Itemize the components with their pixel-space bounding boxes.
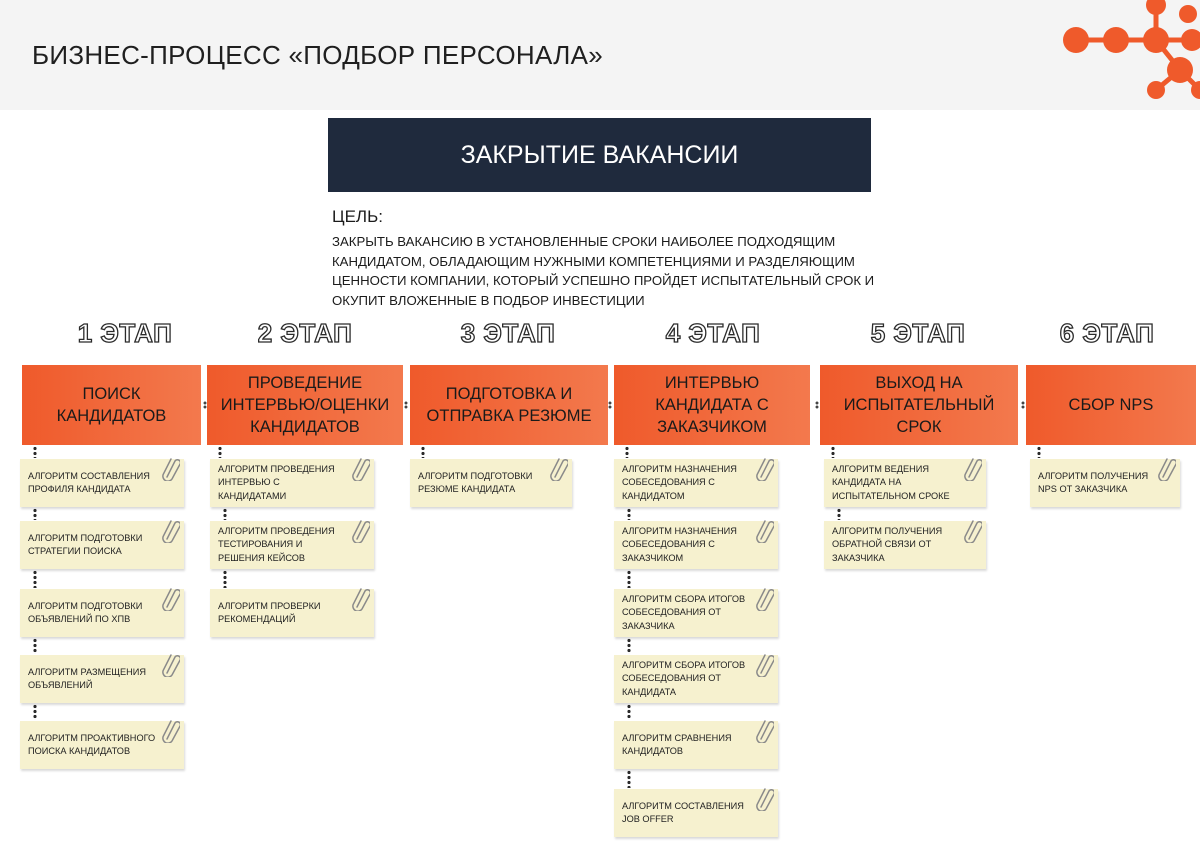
connector-dots (831, 446, 835, 458)
company-logo-icon (1060, 0, 1200, 110)
algorithm-note[interactable] (20, 721, 184, 769)
note-text: АЛГОРИТМ ПРОАКТИВНОГО ПОИСКА КАНДИДАТОВ (28, 732, 156, 756)
connector-dots (33, 446, 37, 458)
note-text: АЛГОРИТМ ПРОВЕРКИ РЕКОМЕНДАЦИЙ (218, 600, 321, 624)
paperclip-icon (756, 457, 774, 481)
algorithm-note[interactable] (20, 655, 184, 703)
note-text: АЛГОРИТМ ПОЛУЧЕНИЯ NPS ОТ ЗАКАЗЧИКА (1038, 470, 1149, 494)
connector-dots (33, 638, 37, 654)
algorithm-note[interactable] (210, 521, 374, 569)
paperclip-icon (352, 587, 370, 611)
vacancy-banner (328, 118, 871, 192)
paperclip-icon (756, 519, 774, 543)
connector-dots (625, 446, 629, 458)
paperclip-icon (756, 787, 774, 811)
note-text: АЛГОРИТМ СОСТАВЛЕНИЯ JOB OFFER (622, 800, 744, 824)
algorithm-note[interactable] (614, 721, 778, 769)
algorithm-note[interactable] (210, 459, 374, 507)
goal-label: ЦЕЛЬ: (332, 207, 383, 226)
connector-dots (218, 446, 222, 458)
connector-dots (837, 508, 841, 520)
note-text: АЛГОРИТМ НАЗНАЧЕНИЯ СОБЕСЕДОВАНИЯ С ЗАКАЗЧИКОМ (622, 525, 737, 563)
stage-title: ПОИСК КАНДИДАТОВ (56, 385, 167, 425)
note-text: АЛГОРИТМ ПРОВЕДЕНИЯ ИНТЕРВЬЮ С КАНДИДАТАМИ (218, 463, 335, 501)
stage-box[interactable] (207, 365, 403, 445)
paperclip-icon (756, 653, 774, 677)
connector-dots (33, 570, 37, 588)
connector-dots (627, 770, 631, 788)
stage-title: ПОДГОТОВКА И ОТПРАВКА РЕЗЮМЕ (426, 385, 592, 425)
note-text: АЛГОРИТМ ПРОВЕДЕНИЯ ТЕСТИРОВАНИЯ И РЕШЕНИЯ КЕЙСОВ (218, 525, 335, 563)
banner-title: ЗАКРЫТИЕ ВАКАНСИИ (460, 140, 739, 169)
paperclip-icon (352, 457, 370, 481)
stage-connector (404, 401, 408, 409)
algorithm-note[interactable] (20, 459, 184, 507)
stage-label: 2 ЭТАП (257, 318, 353, 348)
algorithm-note[interactable] (410, 459, 572, 507)
paperclip-icon (162, 457, 180, 481)
stage-box[interactable] (1026, 365, 1196, 445)
paperclip-icon (162, 719, 180, 743)
stage-box[interactable] (614, 365, 810, 445)
algorithm-note[interactable] (614, 589, 778, 637)
stage-title: СБОР NPS (1068, 396, 1154, 414)
connector-dots (223, 508, 227, 520)
note-text: АЛГОРИТМ СРАВНЕНИЯ КАНДИДАТОВ (622, 732, 732, 756)
paperclip-icon (162, 587, 180, 611)
note-text: АЛГОРИТМ ПОДГОТОВКИ ОБЪЯВЛЕНИЙ ПО ХПВ (28, 600, 143, 624)
algorithm-note[interactable] (1030, 459, 1180, 507)
stage-connector (1021, 401, 1025, 409)
connector-dots (1037, 446, 1041, 458)
stage-connector (815, 401, 819, 409)
algorithm-note[interactable] (20, 589, 184, 637)
note-text: АЛГОРИТМ НАЗНАЧЕНИЯ СОБЕСЕДОВАНИЯ С КАНДИДАТОМ (622, 463, 737, 501)
note-text: АЛГОРИТМ ПОДГОТОВКИ СТРАТЕГИИ ПОИСКА (28, 532, 143, 556)
goal-text: ЗАКРЫТЬ ВАКАНСИЮ В УСТАНОВЛЕННЫЕ СРОКИ НАИБОЛЕЕ ПОДХОДЯЩИМ КАНДИДАТОМ, ОБЛАДАЮЩИМ НУЖНЫМИ КОМПЕТЕНЦИЯМИ И РАЗДЕЛЯЮЩИМ ЦЕННОСТИ КОМПАНИИ, КОТОРЫЙ УСПЕШНО ПРОЙДЕТ ИСПЫТАТЕЛЬНЫЙ СРОК И ОКУПИТ ВЛОЖЕННЫЕ В ПОДБОР ИНВЕСТИЦИИ (332, 234, 875, 308)
stage-label: 3 ЭТАП (460, 318, 556, 348)
algorithm-note[interactable] (824, 521, 986, 569)
note-text: АЛГОРИТМ РАЗМЕЩЕНИЯ ОБЪЯВЛЕНИЙ (28, 666, 146, 690)
connector-dots (421, 446, 425, 458)
paperclip-icon (1158, 457, 1176, 481)
stage-box[interactable] (410, 365, 608, 445)
note-text: АЛГОРИТМ СОСТАВЛЕНИЯ ПРОФИЛЯ КАНДИДАТА (28, 470, 150, 494)
algorithm-note[interactable] (614, 789, 778, 837)
note-text: АЛГОРИТМ СБОРА ИТОГОВ СОБЕСЕДОВАНИЯ ОТ КАНДИДАТА (622, 659, 746, 697)
stage-title: ПРОВЕДЕНИЕ ИНТЕРВЬЮ/ОЦЕНКИ КАНДИДАТОВ (220, 374, 390, 436)
connector-dots (223, 570, 227, 588)
paperclip-icon (352, 519, 370, 543)
stage-box[interactable] (22, 365, 201, 445)
stage-box[interactable] (820, 365, 1018, 445)
stage-connector (608, 401, 612, 409)
algorithm-note[interactable] (614, 521, 778, 569)
paperclip-icon (964, 457, 982, 481)
paperclip-icon (162, 519, 180, 543)
stage-label: 5 ЭТАП (870, 318, 966, 348)
connector-dots (33, 704, 37, 720)
stage-title: ИНТЕРВЬЮ КАНДИДАТА С ЗАКАЗЧИКОМ (655, 374, 769, 436)
paperclip-icon (550, 457, 568, 481)
stage-label: 1 ЭТАП (77, 318, 173, 348)
stage-title: ВЫХОД НА ИСПЫТАТЕЛЬНЫЙ СРОК (843, 374, 995, 436)
note-text: АЛГОРИТМ ПОЛУЧЕНИЯ ОБРАТНОЙ СВЯЗИ ОТ ЗАКАЗЧИКА (832, 525, 943, 563)
paperclip-icon (162, 653, 180, 677)
stage-connector (203, 401, 207, 409)
algorithm-note[interactable] (614, 655, 778, 703)
connector-dots (627, 638, 631, 654)
note-text: АЛГОРИТМ СБОРА ИТОГОВ СОБЕСЕДОВАНИЯ ОТ ЗАКАЗЧИКА (622, 593, 746, 631)
stage-label: 6 ЭТАП (1059, 318, 1155, 348)
note-text: АЛГОРИТМ ПОДГОТОВКИ РЕЗЮМЕ КАНДИДАТА (418, 470, 533, 494)
algorithm-note[interactable] (824, 459, 986, 507)
page-title: БИЗНЕС-ПРОЦЕСС «ПОДБОР ПЕРСОНАЛА» (32, 40, 603, 70)
paperclip-icon (756, 719, 774, 743)
connector-dots (627, 704, 631, 720)
algorithm-note[interactable] (210, 589, 374, 637)
paperclip-icon (756, 587, 774, 611)
connector-dots (627, 508, 631, 520)
algorithm-note[interactable] (614, 459, 778, 507)
stage-label: 4 ЭТАП (665, 318, 761, 348)
paperclip-icon (964, 519, 982, 543)
connector-dots (33, 508, 37, 520)
connector-dots (627, 570, 631, 588)
note-text: АЛГОРИТМ ВЕДЕНИЯ КАНДИДАТА НА ИСПЫТАТЕЛЬНОМ СРОКЕ (832, 463, 950, 501)
algorithm-note[interactable] (20, 521, 184, 569)
